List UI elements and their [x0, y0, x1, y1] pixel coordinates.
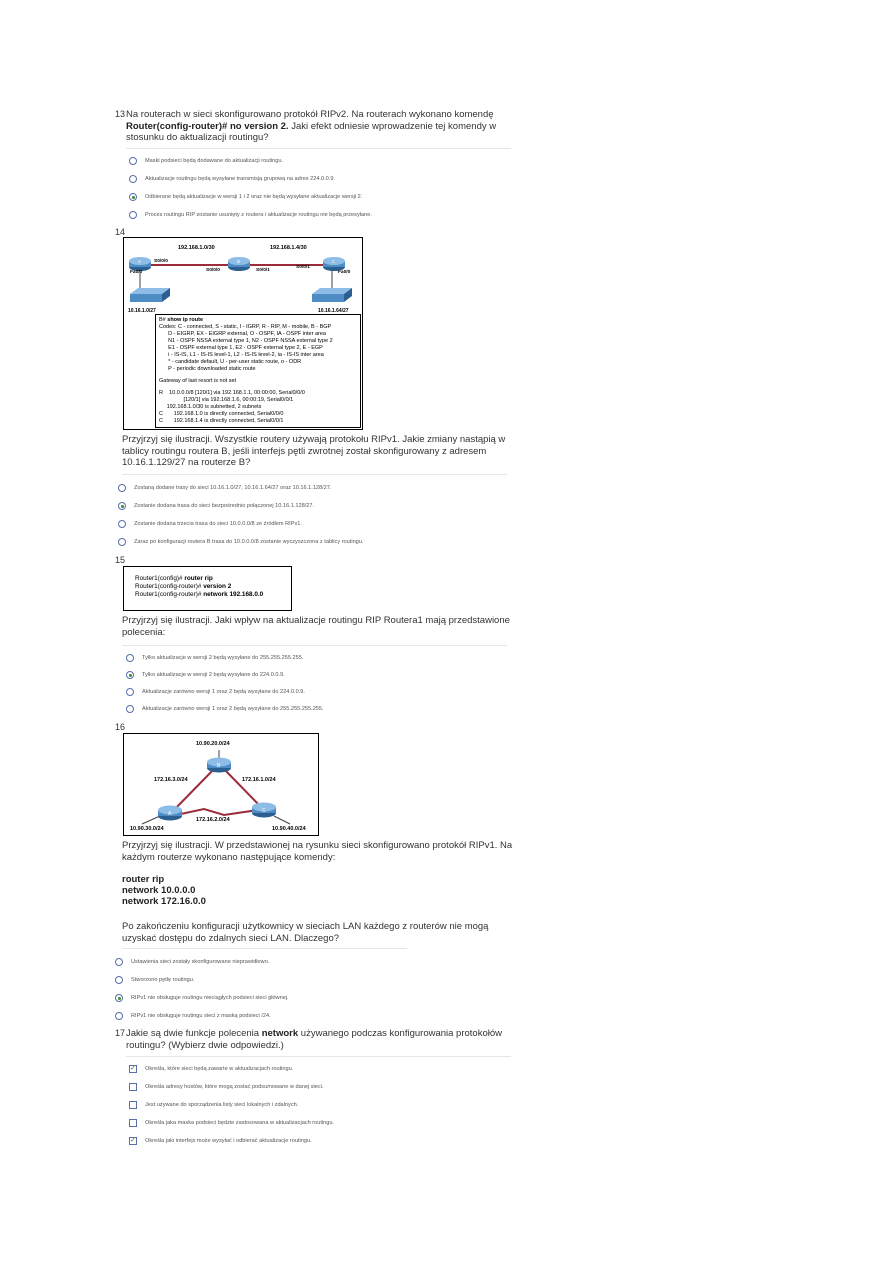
- config-line: [135, 591, 263, 599]
- network-topology-figure: [123, 237, 363, 430]
- cli-line: N1 - OSPF NSSA external type 1, N2 - OSPF NSSA external type 2: [159, 338, 333, 344]
- router-label: C: [332, 259, 336, 264]
- config-prompt: Router1(config-router)#: [135, 591, 202, 598]
- config-line: [135, 583, 231, 591]
- answer-option[interactable]: [129, 157, 283, 165]
- question-line-start: Jakie są dwie funkcje polecenia: [126, 1028, 262, 1039]
- command-text: network: [261, 1028, 299, 1039]
- question-text: [122, 921, 522, 944]
- checkbox-checked[interactable]: ✓: [130, 1065, 136, 1072]
- radio-button[interactable]: [129, 175, 137, 183]
- command-line: router rip: [122, 874, 165, 885]
- answer-label: Określa, które sieci będą zawarte w aktualizacjach routingu.: [145, 1066, 294, 1072]
- ethernet-link: [274, 816, 290, 824]
- command-line: network 10.0.0.0: [122, 885, 196, 896]
- answer-label: Zostanie dodana trasa do sieci bezpośrednio połączonej 10.16.1.128/27.: [134, 503, 315, 509]
- answer-label: Zostaną dodane trasy do sieci 10.16.1.0/27, 10.16.1.64/27 oraz 10.16.1.128/27.: [134, 485, 332, 491]
- config-line: [135, 575, 213, 583]
- answer-option[interactable]: [129, 175, 335, 183]
- lan-label: 10.90.40.0/24: [272, 826, 306, 832]
- answer-label: Odbierane będą aktualizacje w wersji 1 i 2 oraz nie będą wysyłane aktualizacje wersji 2.: [145, 194, 363, 200]
- radio-button-selected[interactable]: [115, 994, 123, 1002]
- router-label: A: [168, 811, 172, 817]
- radio-button[interactable]: [129, 211, 137, 219]
- interface-label: S0/0/0: [206, 268, 220, 273]
- question-line: stosunku do aktualizacji routingu?: [126, 132, 269, 143]
- radio-button[interactable]: [126, 705, 134, 713]
- answer-label: Aktualizacje zarówno wersji 1 oraz 2 będą wysyłane do 255.255.255.255.: [142, 706, 324, 712]
- radio-button[interactable]: [126, 654, 134, 662]
- answer-option[interactable]: [115, 958, 269, 966]
- answer-label: RIPv1 nie obsługuje routingu nieciągłych podsieci sieci głównej.: [131, 995, 289, 1001]
- interface-label: S0/0/1: [296, 265, 310, 270]
- command-text: Router(config-router)# no version 2.: [126, 120, 289, 132]
- answer-option[interactable]: [126, 671, 285, 679]
- answer-label: Tylko aktualizacje w wersji 2 będą wysyłane do 224.0.0.9.: [142, 672, 285, 678]
- answer-option[interactable]: [126, 654, 303, 662]
- lan-label: 10.16.1.64/27: [318, 308, 349, 314]
- checkbox[interactable]: [129, 1101, 137, 1109]
- radio-button-selected[interactable]: [129, 193, 137, 201]
- lan-label: 10.90.30.0/24: [130, 826, 164, 832]
- radio-button[interactable]: [118, 520, 126, 528]
- answer-label: Maski podsieci będą dodawane do aktualizacji routingu.: [145, 158, 284, 164]
- question-line: Po zakończeniu konfiguracji użytkownicy w sieciach LAN każdego z routerów nie mogą: [122, 921, 489, 932]
- router-label: C: [262, 808, 266, 814]
- answer-label: Proces routingu RIP zostanie usunięty z routera i aktualizacje routingu nie będą przesyłane.: [145, 212, 372, 218]
- answer-label: Zaraz po konfiguracji routera B trasa do 10.0.0.0/8 zostanie wyczyszczona z tablicy routingu.: [134, 539, 364, 545]
- command-line: network 172.16.0.0: [122, 896, 206, 907]
- serial-link: [222, 767, 262, 808]
- answer-label: Określa adresy hostów, które mogą zostać podsumowane w danej sieci.: [145, 1084, 324, 1090]
- answer-option[interactable]: [115, 976, 194, 984]
- router-label: B: [237, 259, 241, 264]
- config-prompt: Router1(config)#: [135, 575, 183, 582]
- question-number: 13: [115, 109, 126, 119]
- answer-label: Określa jaka maska podsieci będzie zastosowana w aktualizacjach routingu.: [145, 1120, 335, 1126]
- question-number: 16: [115, 722, 126, 732]
- answer-label: Zostanie dodana trzecia trasa do sieci 10.0.0.0/8 ze źródłem RIPv1.: [134, 521, 302, 527]
- config-command: router rip: [182, 575, 213, 582]
- ethernet-link: [142, 816, 160, 824]
- question-line: Przyjrzyj się ilustracji. Jaki wpływ na aktualizacje routingu RIP Routera1 mają przedstawione: [122, 615, 510, 626]
- divider: [126, 1056, 511, 1057]
- answer-label: Tylko aktualizacje w wersji 2 będą wysyłane do 255.255.255.255.: [142, 655, 304, 661]
- question-number: 15: [115, 555, 126, 565]
- answer-option[interactable]: [129, 193, 362, 201]
- answer-option[interactable]: [126, 705, 324, 713]
- switch-icon: [130, 288, 170, 302]
- radio-button[interactable]: [126, 688, 134, 696]
- router-label: A: [138, 259, 142, 264]
- network-label: 192.168.1.0/30: [178, 245, 215, 251]
- answer-option[interactable]: [129, 1137, 312, 1145]
- question-line: tablicy routingu routera B, jeśli interfejs pętli zwrotnej został skonfigurowany z adresem: [122, 445, 487, 457]
- question-line: [126, 121, 526, 133]
- question-text: [126, 109, 526, 144]
- switch-icon: [312, 288, 352, 302]
- question-text: [122, 615, 522, 638]
- serial-link: [176, 809, 258, 815]
- network-triangle-figure: [123, 733, 319, 836]
- answer-option[interactable]: [118, 484, 331, 492]
- interface-label: Fa0/0: [130, 270, 143, 275]
- divider: [126, 148, 511, 149]
- question-text: [126, 1028, 526, 1051]
- question-line: polecenia:: [122, 626, 166, 638]
- radio-button[interactable]: [129, 157, 137, 165]
- cli-line: i - IS-IS, L1 - IS-IS level-1, L2 - IS-IS level-2, ia - IS-IS inter area: [159, 352, 324, 358]
- answer-option[interactable]: [118, 538, 363, 546]
- config-command: version 2: [201, 583, 232, 590]
- network-label: 172.16.3.0/24: [154, 777, 188, 783]
- question-number: 17: [115, 1028, 126, 1038]
- cli-line: D - EIGRP, EX - EIGRP external, O - OSPF, IA - OSPF inter area: [159, 331, 326, 337]
- answer-option[interactable]: [115, 1012, 271, 1020]
- answer-option[interactable]: [126, 688, 305, 696]
- answer-label: Aktualizacje zarówno wersji 1 oraz 2 będą wysyłane do 224.0.0.9.: [142, 689, 305, 695]
- router-label: B: [217, 763, 221, 769]
- question-line: Przyjrzyj się ilustracji. W przedstawionej na rysunku sieci skonfigurowano protokół RIPv1. Na: [122, 840, 513, 851]
- config-prompt: Router1(config-router)#: [135, 583, 202, 590]
- cli-output-box: [155, 314, 361, 428]
- question-line-rest: Jaki efekt odniesie wprowadzenie tej komendy w: [288, 120, 497, 132]
- cli-line: [120/1] via 192.168.1.6, 00:00:19, Serial0/0/1: [159, 397, 294, 403]
- network-label: 172.16.1.0/24: [242, 777, 276, 783]
- cli-line: * - candidate default, U - per-user static route, o - ODR: [159, 359, 302, 365]
- answer-option[interactable]: [129, 1065, 293, 1073]
- answer-label: Stworzono pętlę routingu.: [131, 977, 195, 983]
- radio-button[interactable]: [115, 1012, 123, 1020]
- answer-option[interactable]: [118, 502, 314, 510]
- answer-label: Aktualizacje routingu będą wysyłane transmisją grupową na adres 224.0.0.9.: [145, 176, 335, 182]
- question-line-rest: używanego podczas konfigurowania protokołów: [298, 1028, 503, 1039]
- interface-label: S0/0/0: [154, 259, 168, 264]
- cli-line: C 192.168.1.4 is directly connected, Serial0/0/1: [159, 418, 284, 424]
- answer-option[interactable]: [115, 994, 289, 1002]
- serial-link: [172, 767, 216, 812]
- radio-button[interactable]: [115, 958, 123, 966]
- cli-line: Gateway of last resort is not set: [159, 378, 237, 384]
- question-text: [122, 840, 522, 863]
- checkbox[interactable]: [129, 1083, 137, 1091]
- question-line: 10.16.1.129/27 na routerze B?: [122, 457, 251, 468]
- router-config-figure: [123, 566, 292, 611]
- triangle-diagram: [124, 734, 318, 835]
- answer-label: RIPv1 nie obsługuje routingu sieci z maską podsieci /24.: [131, 1013, 271, 1019]
- cli-line: R 10.0.0.0/8 [120/1] via 192.168.1.1, 00:00:00, Serial0/0/0: [159, 390, 305, 396]
- divider: [122, 474, 507, 475]
- divider: [122, 948, 407, 949]
- lan-label: 10.16.1.0/27: [128, 308, 156, 314]
- question-text: [122, 434, 522, 469]
- question-number: 14: [115, 227, 126, 237]
- answer-option[interactable]: [129, 1101, 298, 1109]
- question-line: Przyjrzyj się ilustracji. Wszystkie routery używają protokołu RIPv1. Jakie zmiany nastąpią w: [122, 434, 506, 445]
- command-block: [122, 874, 206, 907]
- answer-label: Ustawienia sieci zostały skonfigurowane nieprawidłowo.: [131, 959, 270, 965]
- answer-option[interactable]: [129, 211, 372, 219]
- network-label: 10.90.20.0/24: [196, 741, 230, 747]
- answer-option[interactable]: [129, 1083, 323, 1091]
- answer-label: Jest używane do sporządzenia listy sieci lokalnych i zdalnych.: [145, 1102, 299, 1108]
- cli-line: P - periodic downloaded static route: [159, 366, 256, 372]
- divider: [122, 645, 507, 646]
- checkbox-checked[interactable]: ✓: [130, 1137, 136, 1144]
- cli-line: 192.168.1.0/30 is subnetted, 2 subnets: [159, 404, 262, 410]
- network-label: 172.16.2.0/24: [196, 817, 230, 823]
- config-command: network 192.168.0.0: [201, 591, 264, 598]
- radio-button[interactable]: [118, 538, 126, 546]
- cli-prompt: B#: [159, 317, 168, 323]
- radio-button[interactable]: [118, 484, 126, 492]
- cli-line: E1 - OSPF external type 1, E2 - OSPF external type 2, E - EGP: [159, 345, 323, 351]
- interface-label: Fa0/0: [338, 270, 351, 275]
- network-label: 192.168.1.4/30: [270, 245, 307, 251]
- question-line: każdym routerze wykonano następujące komendy:: [122, 851, 336, 863]
- answer-option[interactable]: [118, 520, 302, 528]
- radio-button-selected[interactable]: [118, 502, 126, 510]
- answer-option[interactable]: [129, 1119, 334, 1127]
- question-line: Na routerach w sieci skonfigurowano protokół RIPv2. Na routerach wykonano komendę: [126, 109, 494, 120]
- cli-line: Codes: C - connected, S - static, I - IGRP, R - RIP, M - mobile, B - BGP: [159, 324, 332, 330]
- cli-line: C 192.168.1.0 is directly connected, Serial0/0/0: [159, 411, 284, 417]
- answer-label: Określa jaki interfejs może wysyłać i odbierać aktualizacje routingu.: [145, 1138, 312, 1144]
- cli-command-line: [159, 317, 203, 324]
- question-line: [126, 1028, 526, 1040]
- question-line: uzyskać dostępu do zdalnych sieci LAN. Dlaczego?: [122, 932, 340, 944]
- radio-button-selected[interactable]: [126, 671, 134, 679]
- checkbox[interactable]: [129, 1119, 137, 1127]
- cli-command: show ip route: [167, 317, 204, 323]
- question-line: routingu? (Wybierz dwie odpowiedzi.): [126, 1039, 284, 1051]
- interface-label: S0/0/1: [256, 268, 270, 273]
- radio-button[interactable]: [115, 976, 123, 984]
